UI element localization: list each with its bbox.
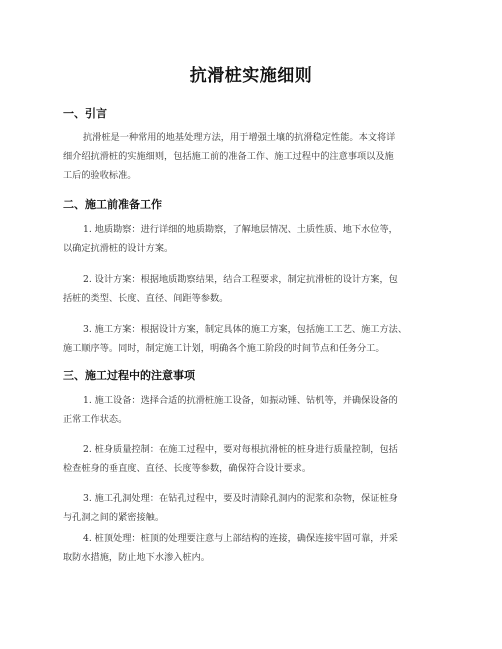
paragraph-line: 正常工作状态。	[63, 414, 128, 425]
paragraph-line: 1. 施工设备：选择合适的抗滑桩施工设备，如振动锤、钻机等，并确保设备的	[83, 395, 398, 406]
paragraph	[63, 489, 398, 527]
paragraph-line: 括桩的类型、长度、直径、间距等参数。	[63, 293, 229, 304]
paragraph	[63, 391, 398, 429]
paragraph-line: 工后的验收标准。	[63, 170, 137, 181]
paragraph	[63, 529, 398, 567]
paragraph-line: 取防水措施，防止地下水渗入桩内。	[63, 552, 210, 563]
paragraph	[63, 440, 398, 478]
paragraph-line: 检查桩身的垂直度、直径、长度等参数，确保符合设计要求。	[63, 463, 312, 474]
paragraph-line: 以确定抗滑桩的设计方案。	[63, 243, 174, 254]
paragraph	[63, 320, 407, 358]
paragraph-line: 细介绍抗滑桩的实施细则，包括施工前的准备工作、施工过程中的注意事项以及施	[63, 151, 394, 162]
paragraph	[63, 220, 398, 258]
paragraph-line: 抗滑桩是一种常用的地基处理方法，用于增强土壤的抗滑稳定性能。本文将详	[83, 132, 396, 143]
section-heading-construction-notes: 三、施工过程中的注意事项	[63, 369, 195, 382]
paragraph-line: 与孔洞之间的紧密接触。	[63, 512, 165, 523]
paragraph-line: 2. 桩身质量控制：在施工过程中，要对每根抗滑桩的桩身进行质量控制，包括	[83, 444, 398, 455]
section-heading-preparation: 二、施工前准备工作	[63, 198, 162, 211]
paragraph-line: 4. 桩顶处理：桩顶的处理要注意与上部结构的连接，确保连接牢固可靠，并采	[83, 533, 398, 544]
paragraph-line: 2. 设计方案：根据地质勘察结果，结合工程要求，制定抗滑桩的设计方案，包	[83, 274, 398, 285]
document-title: 抗滑桩实施细则	[189, 66, 313, 86]
paragraph-line: 施工顺序等。同时，制定施工计划，明确各个施工阶段的时间节点和任务分工。	[63, 343, 385, 354]
paragraph-line: 3. 施工孔洞处理：在钻孔过程中，要及时清除孔洞内的泥浆和杂物，保证桩身	[83, 493, 398, 504]
section-heading-introduction: 一、引言	[63, 107, 107, 120]
paragraph	[63, 270, 398, 308]
paragraph	[63, 128, 395, 185]
paragraph-line: 3. 施工方案：根据设计方案，制定具体的施工方案，包括施工工艺、施工方法、	[83, 324, 408, 335]
paragraph-line: 1. 地质勘察：进行详细的地质勘察，了解地层情况、土质性质、地下水位等，	[83, 224, 398, 235]
